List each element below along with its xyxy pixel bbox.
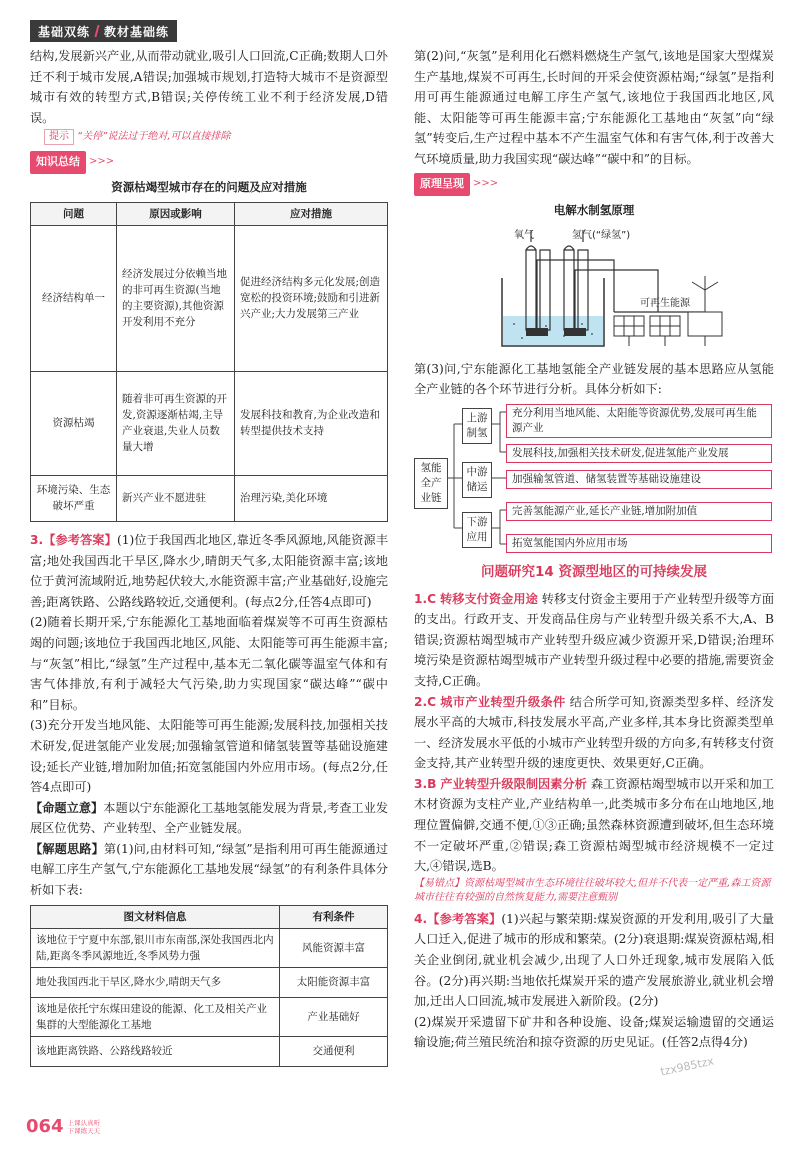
table-row — [31, 928, 388, 967]
left-column — [30, 46, 388, 1067]
table-row — [31, 225, 388, 371]
table-header-cell: 应对措施 — [235, 202, 388, 225]
table-cell: 新兴产业不愿进驻 — [117, 475, 235, 521]
section-badge-label: 原理呈现 — [414, 173, 470, 196]
beaker — [502, 278, 604, 346]
wind-turbine-icon — [688, 276, 722, 346]
q3-answer-p2: (2)随着长期开采,宁东能源化工基地面临着煤炭等不可再生资源枯竭的问题;该地位于我国西北地区,风能、太阳能等可再生能源丰富;与“灰氢”相比,“绿氢”生产过程中,基本无二氧化碳等温室气体和有害气体排放,有利于减轻大气污染,助力实现国家“碳达峰”“碳中和”目标。 — [30, 615, 388, 712]
error-note: 【易错点】资源枯竭型城市生态环境往往破坏较大,但并不代表一定严重,森工资源城市往往有较强的自然恢复能力,需要注意甄别 — [414, 877, 771, 903]
chain-group-midstream: 中游储运 — [462, 462, 492, 498]
question-14-title: 问题研究14 资源型地区的可持续发展 — [481, 563, 707, 580]
table-header-cell: 有利条件 — [280, 905, 388, 928]
q3-number: 3.B — [414, 776, 437, 791]
jieti-text: 第(1)问,由材料可知,“绿氢”是指利用可再生能源通过电解工序生产氢气,宁东能源化工基地发展“绿氢”的有利条件具体分析如下表: — [30, 841, 389, 898]
table-cell: 发展科技和教育,为企业改造和转型提供技术支持 — [235, 371, 388, 475]
table-cell: 太阳能资源丰富 — [280, 967, 388, 997]
note-tag: 提示 — [44, 129, 74, 145]
mingti-text: 本题以宁东能源化工基地氢能发展为背景,考查工业发展区位优势、产业转型、全产业链发展。 — [30, 800, 389, 836]
table-cell: 经济发展过分依赖当地的非可再生资源(当地的主要资源),其他资源开发利用不充分 — [117, 225, 235, 371]
intro-paragraph: 结构,发展新兴产业,从而带动就业,吸引人口回流,C正确;数期人口外迁不利于城市发展,A错误;加强城市规划,打造特大城市不是资源型城市有效的转型方式,B错误;关停传统工业不利于经济发展,D错误。 — [30, 49, 388, 125]
jieti-label: 【解题思路】 — [30, 841, 104, 856]
q3-answer-text: (1)位于我国西北地区,靠近冬季风源地,风能资源丰富;地处我国西北干旱区,降水少,晴朗天气多,太阳能资源丰富;该地位于黄河流域附近,地势起伏较大,水能资源丰富;产业基础好,设施完善;距离铁路、公路线路较近,交通便利。(每点2分,任答4点即可) — [30, 532, 389, 609]
q2-text: 结合所学可知,资源类型多样、经济发展水平高的大城市,科技发展水平高,产业多样,其本身比资源类型单一、经济发展水平低的小城市产业转型升级的方向多,有转移支付资金支持,其产业转型升级的速度更快、效果更好,C正确。 — [414, 694, 775, 771]
chain-item: 拓宽氢能国内外应用市场 — [506, 534, 772, 553]
page-footer — [26, 1116, 100, 1137]
q1-tag: 转移支付资金用途 — [439, 591, 538, 606]
table-header-row — [31, 202, 388, 225]
mingti-label: 【命题立意】 — [30, 800, 104, 815]
summary-table — [30, 202, 388, 522]
header-tag-left: 基础双练 — [38, 24, 91, 39]
table-cell: 地处我国西北干旱区,降水少,晴朗天气多 — [31, 967, 280, 997]
solar-panel — [650, 316, 680, 346]
table-header-cell: 图文材料信息 — [31, 905, 280, 928]
table-cell: 环境污染、生态破坏严重 — [31, 475, 117, 521]
table-cell: 促进经济结构多元化发展;创造宽松的投资环境;鼓励和引进新兴产业;大力发展第三产业 — [235, 225, 388, 371]
conditions-table — [30, 905, 388, 1067]
table-header-row — [31, 905, 388, 928]
table-header-cell: 原因或影响 — [117, 202, 235, 225]
q3-answer-p1 — [30, 530, 388, 612]
section-badge-summary — [30, 153, 114, 171]
right-column — [414, 46, 774, 1053]
gas-tubes — [526, 230, 588, 330]
chain-root: 氢能全产业链 — [414, 458, 448, 509]
table-cell: 该地是依托宁东煤田建设的能源、化工及相关产业集群的大型能源化工基地 — [31, 997, 280, 1036]
footer-slogan — [68, 1119, 101, 1135]
section-badge-principle — [414, 176, 498, 194]
chain-item: 充分利用当地风能、太阳能等资源优势,发展可再生能源产业 — [506, 404, 772, 438]
q1-answer — [414, 589, 774, 692]
table-title: 资源枯竭型城市存在的问题及应对措施 — [111, 180, 307, 195]
hydrogen-label: 氢气(“绿氢”) — [572, 230, 631, 242]
hydrogen-chain-diagram — [414, 404, 774, 554]
page-number: 064 — [26, 1116, 64, 1137]
table-cell: 该地位于宁夏中东部,银川市东南部,深处我国西北内陆,距离冬季风源地近,冬季风势力强 — [31, 928, 280, 967]
table-row — [31, 475, 388, 521]
table-cell: 资源枯竭 — [31, 371, 117, 475]
q2-analysis: 第(2)问,“灰氢”是利用化石燃料燃烧生产氢气,该地是国家大型煤炭生产基地,煤炭不可再生,长时间的开采会使资源枯竭;“绿氢”是指利用可再生能源通过电解工序生产氢气,该地位于我国西北地区,风能、太阳能等可再生能源丰富;宁东能源化工基地由“灰氢”向“绿氢”转变后,生产过程中基本不产生温室气体和有害气体,利于改善大气环境质量,助力我国实现“碳达峰”“碳中和”的目标。 — [414, 49, 774, 166]
renewable-energy-label: 可再生能源 — [640, 298, 690, 310]
q4-answer-text: (1)兴起与繁荣期:煤炭资源的开发利用,吸引了大量人口迁入,促进了城市的形成和繁荣。(2分)衰退期:煤炭资源枯竭,相关企业倒闭,就业机会减少,出现了人口外迁现象,城市发展陷入低谷。(2分)再兴期:当地依托煤炭开采的遗产发展旅游业,就业机会增加,迁出人口回流,城市发展进入新阶段。(2分) — [414, 911, 775, 1009]
diagram-title: 电解水制氢原理 — [553, 202, 635, 217]
q3-analysis: 第(3)问,宁东能源化工基地氢能全产业链发展的基本思路应从氢能全产业链的各个环节进行分析。具体分析如下: — [414, 361, 774, 397]
chevron-icon: >>> — [89, 156, 115, 168]
chain-item: 加强输氢管道、储氢装置等基础设施建设 — [506, 470, 772, 489]
electrode-left — [526, 328, 548, 336]
q3-number: 3. — [30, 532, 44, 547]
footer-slogan-line1: 上课认真听 — [67, 1118, 101, 1127]
q2-answer — [414, 692, 774, 774]
header-tag-right: 教材基础练 — [104, 24, 170, 39]
q3-answer-label: 【参考答案】 — [43, 532, 117, 547]
q2-tag: 城市产业转型升级条件 — [440, 694, 566, 709]
solar-panel — [614, 316, 644, 346]
q3-mingti — [30, 798, 388, 839]
oxygen-label: 氧气 — [514, 230, 534, 242]
table-cell: 交通便利 — [280, 1036, 388, 1066]
q3-answer-p3: (3)充分开发当地风能、太阳能等可再生能源;发展科技,加强相关技术研发,促进氢能产业发展;加强输氢管道和储氢装置等基础设施建设;延长产业链,增加附加值;拓宽氢能国内外应用市场。(每点2分,任答4点即可) — [30, 718, 388, 795]
table-row — [31, 967, 388, 997]
q4-answer-p1 — [414, 909, 774, 1012]
table-cell: 该地距离铁路、公路线路较近 — [31, 1036, 280, 1066]
table-row — [31, 371, 388, 475]
q2-number: 2.C — [414, 694, 437, 709]
q3-text: 森工资源枯竭型城市以开采和加工木材资源为支柱产业,产业结构单一,此类城市多分布在山地地区,地理位置偏僻,交通不便,①③正确;虽然森林资源遭到破坏,但生态环境不一定破坏严重,②错误;森工资源枯竭型城市经济规模不一定过大,④错误,选B。 — [414, 776, 775, 874]
header-separator — [94, 25, 99, 37]
header-tag — [30, 20, 177, 42]
q4-answer-label: 【参考答案】 — [427, 911, 502, 926]
q4-number: 4. — [414, 911, 428, 926]
watermark: tzx985tzx — [659, 1054, 715, 1079]
note-text: “关停”说法过于绝对,可以直接排除 — [77, 131, 231, 143]
q3-tag: 产业转型升级限制因素分析 — [440, 776, 587, 791]
q1-number: 1.C — [414, 591, 437, 606]
chain-group-downstream: 下游应用 — [462, 512, 492, 548]
chain-group-upstream: 上游制氢 — [462, 408, 492, 444]
table-row — [31, 1036, 388, 1066]
q1-text: 转移支付资金主要用于产业转型升级等方面的支出。行政开支、开发商品住房与产业转型升级关系不大,A、B错误;资源枯竭型城市产业转型升级应减少资源开采,D错误;治理环境污染是资源枯竭型城市产业转型升级过程中必要的措施,需要资金支持,C正确。 — [414, 591, 775, 688]
footer-slogan-line2: 下课练天天 — [67, 1126, 101, 1135]
chevron-icon: >>> — [473, 178, 499, 190]
section-badge-label: 知识总结 — [30, 151, 86, 174]
chain-item: 完善氢能源产业,延长产业链,增加附加值 — [506, 502, 772, 521]
q4-answer-p2: (2)煤炭开采遗留下矿井和各种设施、设备;煤炭运输遗留的交通运输设施;荷兰殖民统治和掠夺资源的历史见证。(任答2点得4分) — [414, 1014, 774, 1050]
table-cell: 随着非可再生资源的开发,资源逐渐枯竭,主导产业衰退,失业人员数量大增 — [117, 371, 235, 475]
handwritten-note — [44, 129, 388, 145]
table-row — [31, 997, 388, 1036]
q3-jieti — [30, 839, 388, 901]
chain-item: 发展科技,加强相关技术研发,促进氢能产业发展 — [506, 444, 772, 463]
q3-answer — [414, 774, 774, 877]
table-cell: 风能资源丰富 — [280, 928, 388, 967]
table-cell: 治理污染,美化环境 — [235, 475, 388, 521]
table-header-cell: 问题 — [31, 202, 117, 225]
electrolysis-diagram — [414, 220, 774, 352]
table-cell: 产业基础好 — [280, 997, 388, 1036]
table-cell: 经济结构单一 — [31, 225, 117, 371]
electrode-right — [564, 328, 586, 336]
